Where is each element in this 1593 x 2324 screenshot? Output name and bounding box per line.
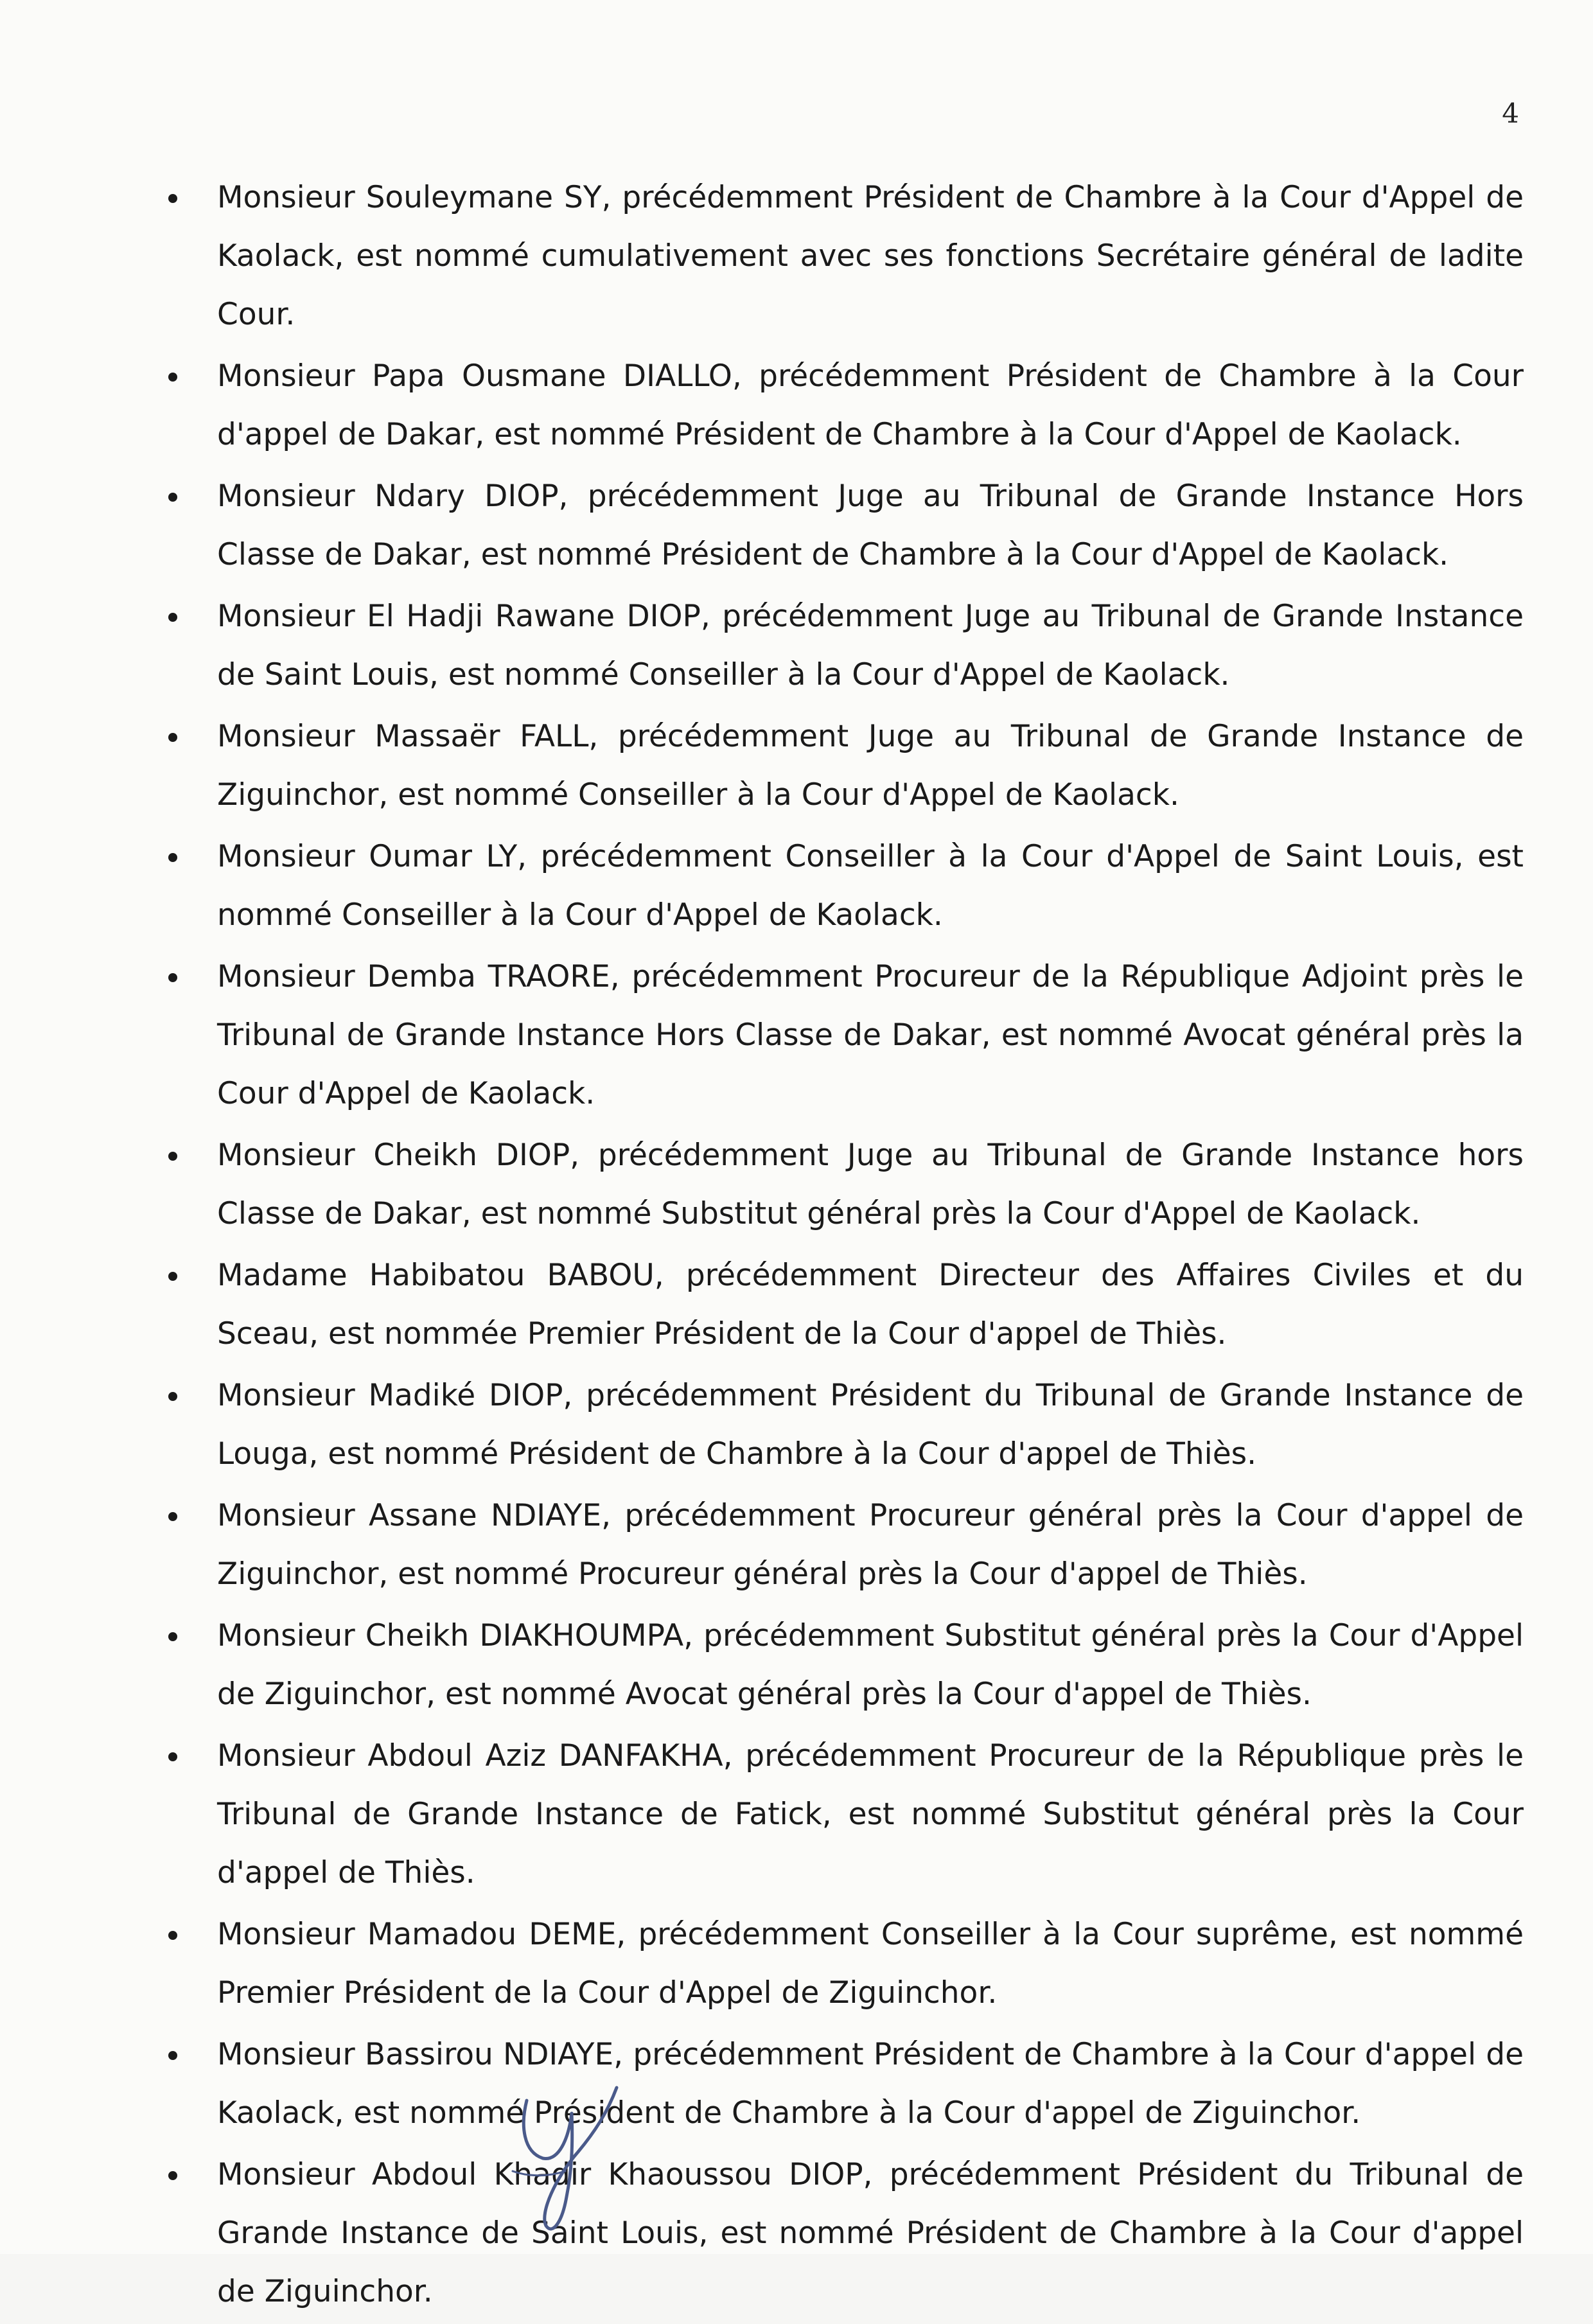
bullet-icon: [168, 1152, 177, 1161]
list-item: [168, 467, 1524, 584]
bullet-icon: [168, 1752, 177, 1761]
bullet-icon: [168, 1931, 177, 1940]
list-item-text: Monsieur Oumar LY, précédemment Conseiller à la Cour d'Appel de Saint Louis, est nommé Conseiller à la Cour d'Appel de Kaolack.: [217, 839, 1524, 933]
list-item-text: Monsieur Souleymane SY, précédemment Président de Chambre à la Cour d'Appel de Kaolack, est nommé cumulativement avec ses fonctions Secrétaire général de ladite Cour.: [217, 180, 1524, 332]
bullet-icon: [168, 373, 177, 382]
page-number: 4: [1502, 98, 1519, 129]
handwritten-initials-icon: [507, 2075, 623, 2242]
list-item-text: Monsieur Massaër FALL, précédemment Juge au Tribunal de Grande Instance de Ziguinchor, est nommé Conseiller à la Cour d'Appel de Kaolack.: [217, 719, 1524, 813]
list-item: [168, 1246, 1524, 1363]
bullet-icon: [168, 1632, 177, 1641]
list-item-text: Monsieur Papa Ousmane DIALLO, précédemment Président de Chambre à la Cour d'appel de Dakar, est nommé Président de Chambre à la Cour d'Appel de Kaolack.: [217, 358, 1524, 452]
list-item: [168, 1366, 1524, 1483]
bullet-icon: [168, 853, 177, 862]
bullet-icon: [168, 493, 177, 502]
list-item-text: Monsieur Abdoul Khadir Khaoussou DIOP, précédemment Président du Tribunal de Grande Instance de Saint Louis, est nommé Président de Chambre à la Cour d'appel de Ziguinchor.: [217, 2157, 1524, 2309]
bullet-icon: [168, 194, 177, 203]
signature-stroke: [524, 2088, 617, 2229]
list-item: [168, 827, 1524, 944]
list-item: [168, 1486, 1524, 1603]
list-item: [168, 1126, 1524, 1243]
list-item: [168, 2145, 1524, 2321]
list-item: [168, 168, 1524, 344]
list-item-text: Monsieur Assane NDIAYE, précédemment Procureur général près la Cour d'appel de Ziguinchor, est nommé Procureur général près la Cour d'appel de Thiès.: [217, 1498, 1524, 1592]
bullet-icon: [168, 1272, 177, 1281]
list-item-text: Monsieur Bassirou NDIAYE, précédemment Président de Chambre à la Cour d'appel de Kaolack, est nommé Président de Chambre à la Cour d'appel de Ziguinchor.: [217, 2037, 1524, 2131]
bullet-icon: [168, 1392, 177, 1401]
list-item: [168, 1727, 1524, 1902]
bullet-icon: [168, 613, 177, 622]
appointment-list: [168, 168, 1524, 2324]
list-item-text: Monsieur Mamadou DEME, précédemment Conseiller à la Cour suprême, est nommé Premier Président de la Cour d'Appel de Ziguinchor.: [217, 1917, 1524, 2011]
list-item-text: Monsieur Ndary DIOP, précédemment Juge au Tribunal de Grande Instance Hors Classe de Dakar, est nommé Président de Chambre à la Cour d'Appel de Kaolack.: [217, 479, 1524, 572]
list-item-text: Monsieur El Hadji Rawane DIOP, précédemment Juge au Tribunal de Grande Instance de Saint Louis, est nommé Conseiller à la Cour d'Appel de Kaolack.: [217, 599, 1524, 692]
bullet-icon: [168, 1512, 177, 1521]
list-item: [168, 707, 1524, 824]
list-item-text: Monsieur Abdoul Aziz DANFAKHA, précédemment Procureur de la République près le Tribunal de Grande Instance de Fatick, est nommé Substitut général près la Cour d'appel de Thiès.: [217, 1738, 1524, 1890]
list-item: [168, 587, 1524, 704]
list-item-text: Monsieur Demba TRAORE, précédemment Procureur de la République Adjoint près le Tribunal de Grande Instance Hors Classe de Dakar, est nommé Avocat général près la Cour d'Appel de Kaolack.: [217, 959, 1524, 1111]
signature-tail: [513, 2171, 565, 2176]
list-item-text: Monsieur Cheikh DIOP, précédemment Juge au Tribunal de Grande Instance hors Classe de Dakar, est nommé Substitut général près la Cour d'Appel de Kaolack.: [217, 1138, 1524, 1231]
bullet-icon: [168, 733, 177, 742]
list-item: [168, 2025, 1524, 2142]
list-item-text: Monsieur Cheikh DIAKHOUMPA, précédemment Substitut général près la Cour d'Appel de Ziguinchor, est nommé Avocat général près la Cour d'appel de Thiès.: [217, 1618, 1524, 1712]
list-item: [168, 1905, 1524, 2022]
bullet-icon: [168, 973, 177, 982]
list-item-text: Monsieur Madiké DIOP, précédemment Président du Tribunal de Grande Instance de Louga, est nommé Président de Chambre à la Cour d'appel de Thiès.: [217, 1378, 1524, 1472]
list-item: [168, 1607, 1524, 1723]
bullet-icon: [168, 2171, 177, 2180]
list-item: [168, 947, 1524, 1123]
list-item: [168, 347, 1524, 464]
bullet-icon: [168, 2051, 177, 2060]
list-item-text: Madame Habibatou BABOU, précédemment Directeur des Affaires Civiles et du Sceau, est nommée Premier Président de la Cour d'appel de Thiès.: [217, 1258, 1524, 1351]
